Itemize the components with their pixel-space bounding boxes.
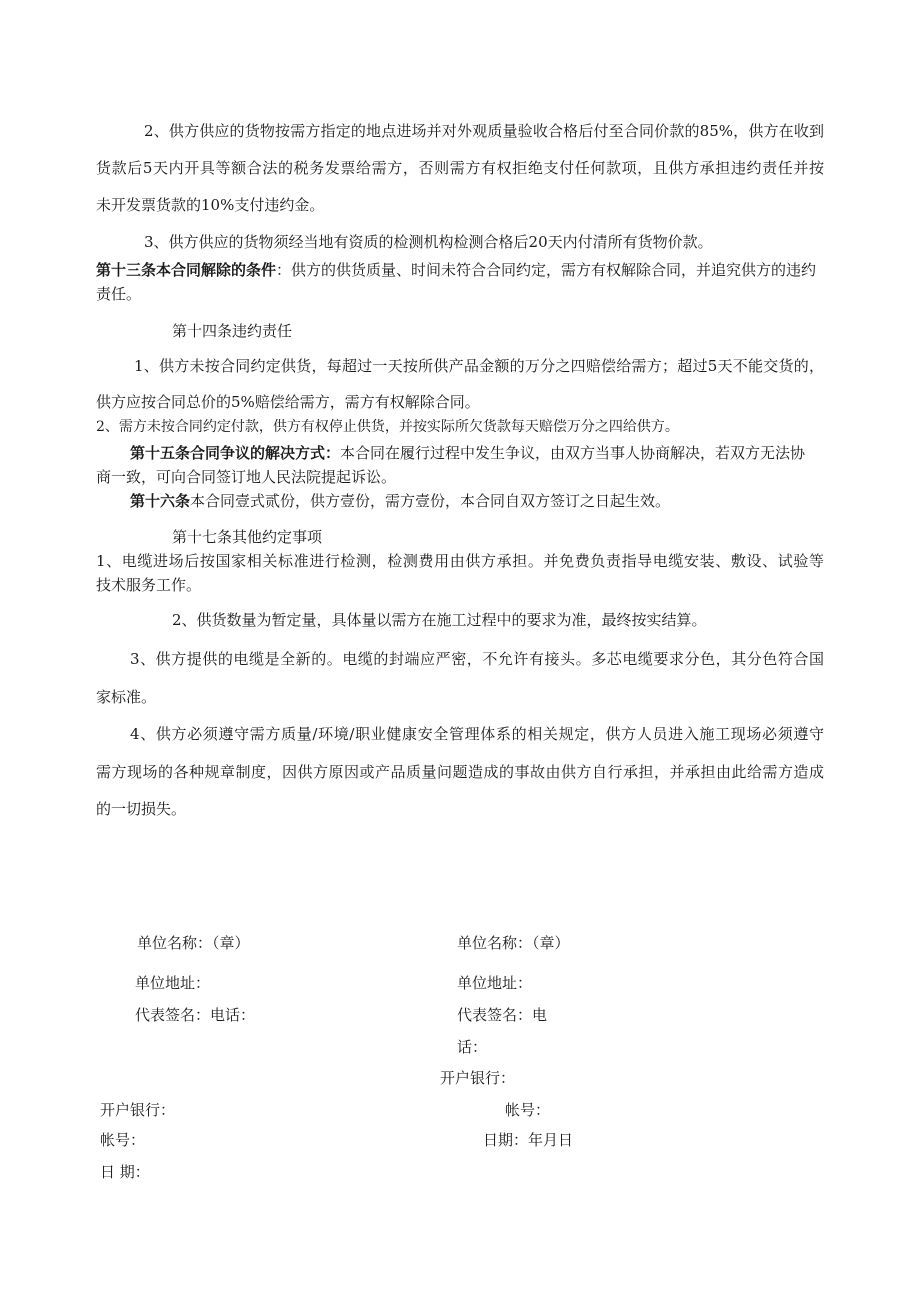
clause17-item4-line2: 需方现场的各种规章制度，因供方原因或产品质量问题造成的事故由供方自行承担，并承担由此给需方造成 <box>96 763 824 781</box>
right-bank: 开户银行： <box>440 1069 516 1087</box>
clause17-item1-line2: 技术服务工作。 <box>96 576 202 594</box>
clause12-item2-line3: 未开发票货款的10%支付违约金。 <box>96 196 325 214</box>
left-date: 日 期： <box>100 1163 150 1181</box>
clause17-item2: 2、供货数量为暂定量，具体量以需方在施工过程中的要求为准，最终按实结算。 <box>172 611 707 629</box>
right-account: 帐号： <box>505 1101 551 1119</box>
clause15-line2: 商一致，可向合同签订地人民法院提起诉讼。 <box>96 468 397 486</box>
right-rep-phone-a: 代表签名：电 <box>457 1006 548 1024</box>
clause17-item1-line1: 1、电缆进场后按国家相关标准进行检测，检测费用由供方承担。并免费负责指导电缆安装、敷设、试验等 <box>96 552 824 570</box>
right-unit-address: 单位地址： <box>457 974 533 992</box>
clause12-item2-line2: 货款后5天内开具等额合法的税务发票给需方，否则需方有权拒绝支付任何款项，且供方承担违约责任并按 <box>96 159 824 177</box>
clause12-item2-line1: 2、供方供应的货物按需方指定的地点进场并对外观质量验收合格后付至合同价款的85%，供方在收到 <box>144 122 824 140</box>
left-unit-address: 单位地址： <box>135 974 211 992</box>
clause15-text: 本合同在履行过程中发生争议，由双方当事人协商解决，若双方无法协 <box>340 444 806 462</box>
clause13-text: ：供方的供货质量、时间未符合合同约定，需方有权解除合同，并追究供方的违约 <box>276 261 817 279</box>
right-date: 日期：年月日 <box>483 1131 574 1149</box>
clause14-item2: 2、需方未按合同约定付款，供方有权停止供货，并按实际所欠货款每天赔偿万分之四给供方。 <box>96 419 679 435</box>
clause17-item4-line1: 4、供方必须遵守需方质量/环境/职业健康安全管理体系的相关规定，供方人员进入施工现场必须遵守 <box>130 725 824 743</box>
clause14-item1-line2: 供方应按合同总价的5%赔偿给需方，需方有权解除合同。 <box>96 393 480 411</box>
right-unit-name: 单位名称：（章） <box>457 934 570 952</box>
clause17-title: 第十七条其他约定事项 <box>172 528 323 546</box>
clause16-text: 本合同壹式贰份，供方壹份，需方壹份，本合同自双方签订之日起生效。 <box>190 492 671 510</box>
clause14-item1-line1: 1、供方未按合同约定供货，每超过一天按所供产品金额的万分之四赔偿给需方；超过5天不能交货的， <box>134 357 824 375</box>
clause17-item4-line3: 的一切损失。 <box>96 800 187 818</box>
left-unit-name: 单位名称：（章） <box>137 934 250 952</box>
clause12-item3: 3、供方供应的货物须经当地有资质的检测机构检测合格后20天内付清所有货物价款。 <box>144 233 713 251</box>
clause13-line1 <box>96 259 824 281</box>
clause16-title: 第十六条 <box>130 492 191 510</box>
right-rep-phone-b: 话： <box>457 1038 488 1056</box>
left-bank: 开户银行： <box>100 1101 176 1119</box>
left-account: 帐号： <box>100 1131 146 1149</box>
clause13-line2: 责任。 <box>96 285 142 303</box>
clause13-title: 第十三条本合同解除的条件 <box>96 261 277 279</box>
clause17-item3-line1: 3、供方提供的电缆是全新的。电缆的封端应严密，不允许有接头。多芯电缆要求分色，其分色符合国 <box>130 650 824 668</box>
clause16-line <box>130 490 670 512</box>
clause17-item3-line2: 家标准。 <box>96 688 157 706</box>
clause14-title: 第十四条违约责任 <box>172 322 293 340</box>
left-rep-phone: 代表签名：电话： <box>135 1006 256 1024</box>
clause15-title: 第十五条合同争议的解决方式： <box>130 444 341 462</box>
clause15-line1 <box>130 442 824 464</box>
